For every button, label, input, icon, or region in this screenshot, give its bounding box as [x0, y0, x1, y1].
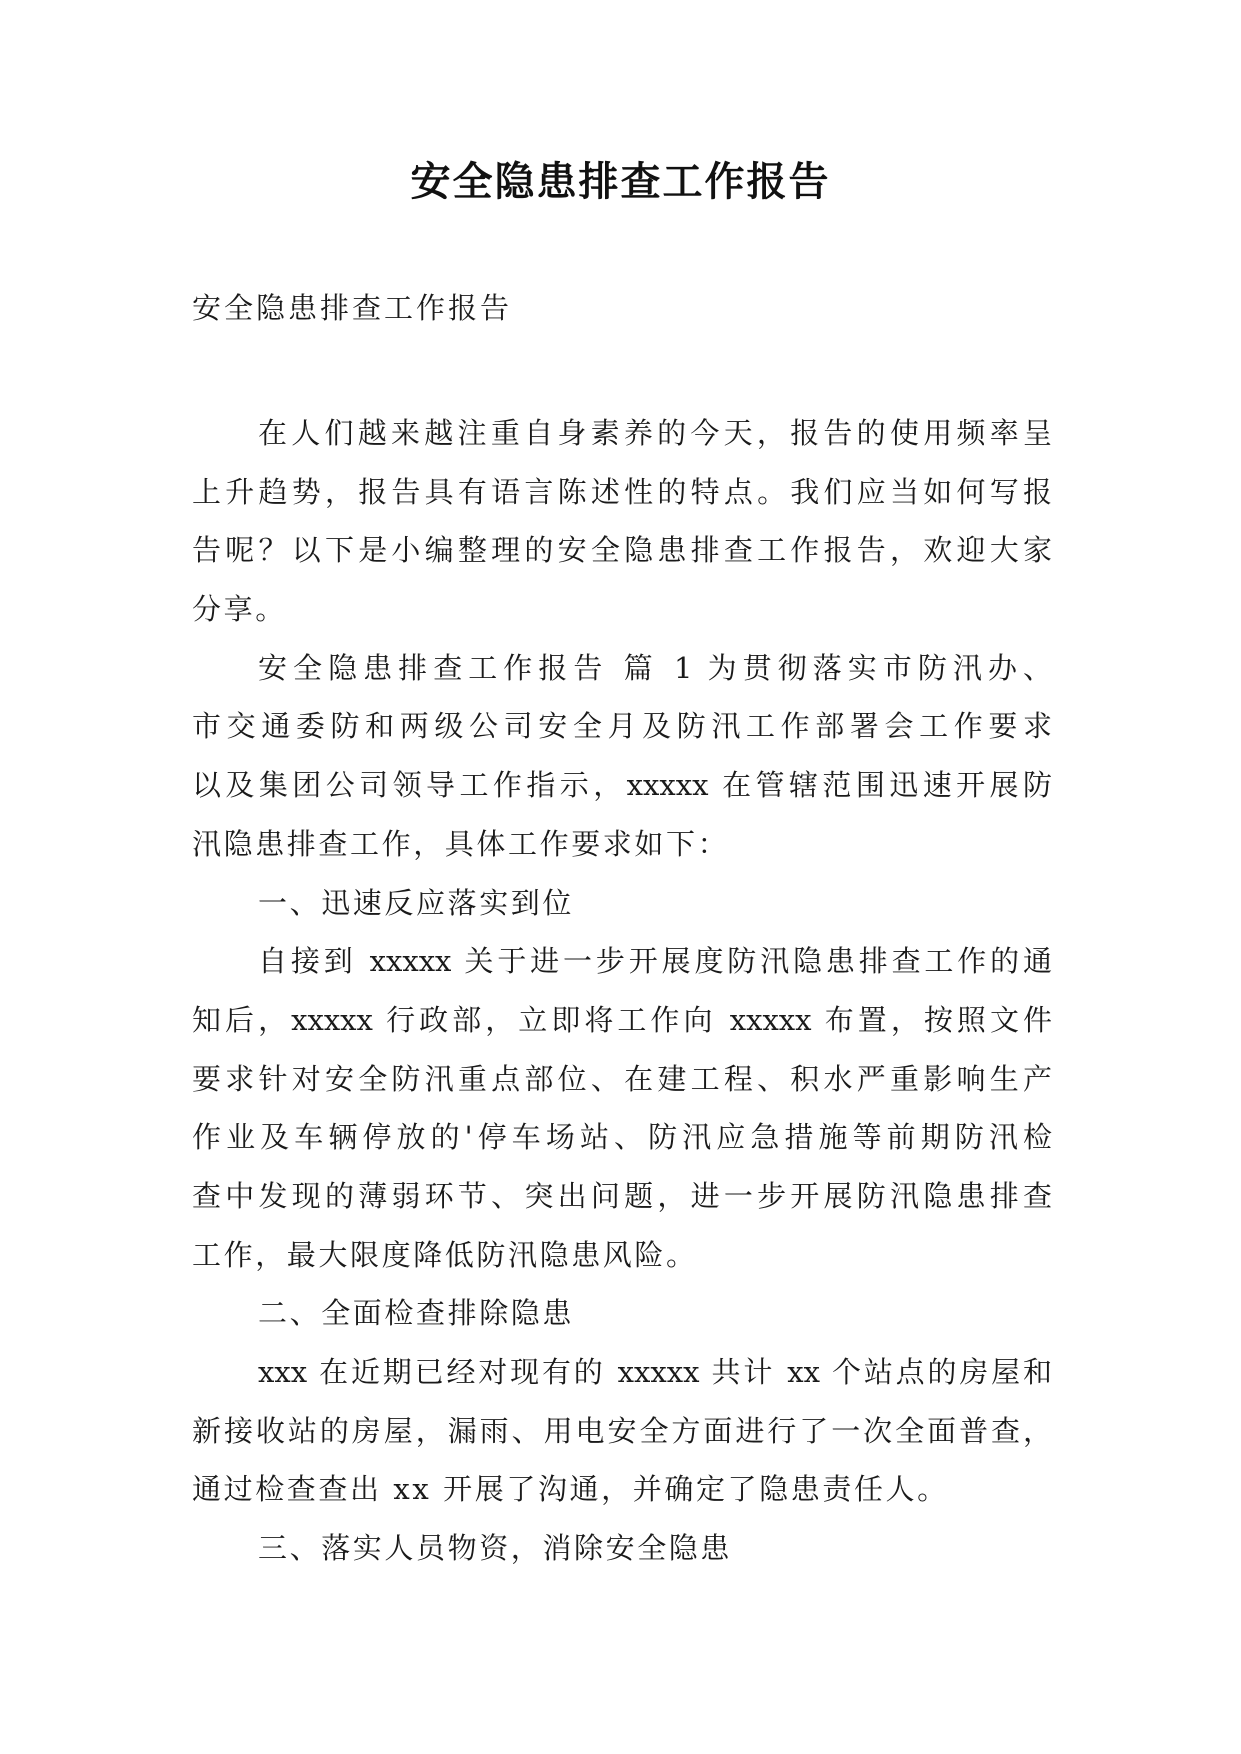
- paragraph-line: 工作，最大限度降低防汛隐患风险。: [192, 1237, 698, 1272]
- paragraph-line: xxx 在近期已经对现有的 xxxxx 共计 xx 个站点的房屋和: [258, 1355, 1052, 1389]
- paragraph-line: 作业及车辆停放的'停车场站、防汛应急措施等前期防汛检: [192, 1120, 1052, 1155]
- section-heading: 二、全面检查排除隐患: [258, 1296, 575, 1331]
- paragraph-line: 自接到 xxxxx 关于进一步开展度防汛隐患排查工作的通: [258, 944, 1052, 979]
- section-heading: 三、落实人员物资，消除安全隐患: [258, 1531, 733, 1566]
- document-title: 安全隐患排查工作报告: [410, 159, 831, 205]
- paragraph-line: 以及集团公司领导工作指示，xxxxx 在管辖范围迅速开展防: [192, 768, 1052, 803]
- paragraph-line: 告呢？以下是小编整理的安全隐患排查工作报告，欢迎大家: [192, 533, 1052, 568]
- paragraph-line: 通过检查查出 xx 开展了沟通，并确定了隐患责任人。: [192, 1472, 949, 1507]
- paragraph-line: 上升趋势，报告具有语言陈述性的特点。我们应当如何写报: [192, 474, 1052, 509]
- paragraph-line: 在人们越来越注重自身素养的今天，报告的使用频率呈: [258, 416, 1052, 450]
- paragraph-line: 分享。: [192, 592, 287, 627]
- document-subtitle: 安全隐患排查工作报告: [192, 291, 513, 325]
- paragraph-line: 安全隐患排查工作报告 篇 1 为贯彻落实市防汛办、: [258, 650, 1052, 685]
- paragraph-line: 新接收站的房屋，漏雨、用电安全方面进行了一次全面普查，: [192, 1413, 1052, 1448]
- paragraph-line: 查中发现的薄弱环节、突出问题，进一步开展防汛隐患排查: [192, 1178, 1052, 1213]
- paragraph-line: 市交通委防和两级公司安全月及防汛工作部署会工作要求: [192, 709, 1052, 744]
- section-heading: 一、迅速反应落实到位: [258, 885, 575, 920]
- paragraph-line: 知后，xxxxx 行政部，立即将工作向 xxxxx 布置，按照文件: [192, 1002, 1052, 1037]
- paragraph-line: 要求针对安全防汛重点部位、在建工程、积水严重影响生产: [192, 1061, 1052, 1096]
- document-body: [192, 404, 1052, 1578]
- paragraph-line: 汛隐患排查工作，具体工作要求如下：: [192, 826, 730, 861]
